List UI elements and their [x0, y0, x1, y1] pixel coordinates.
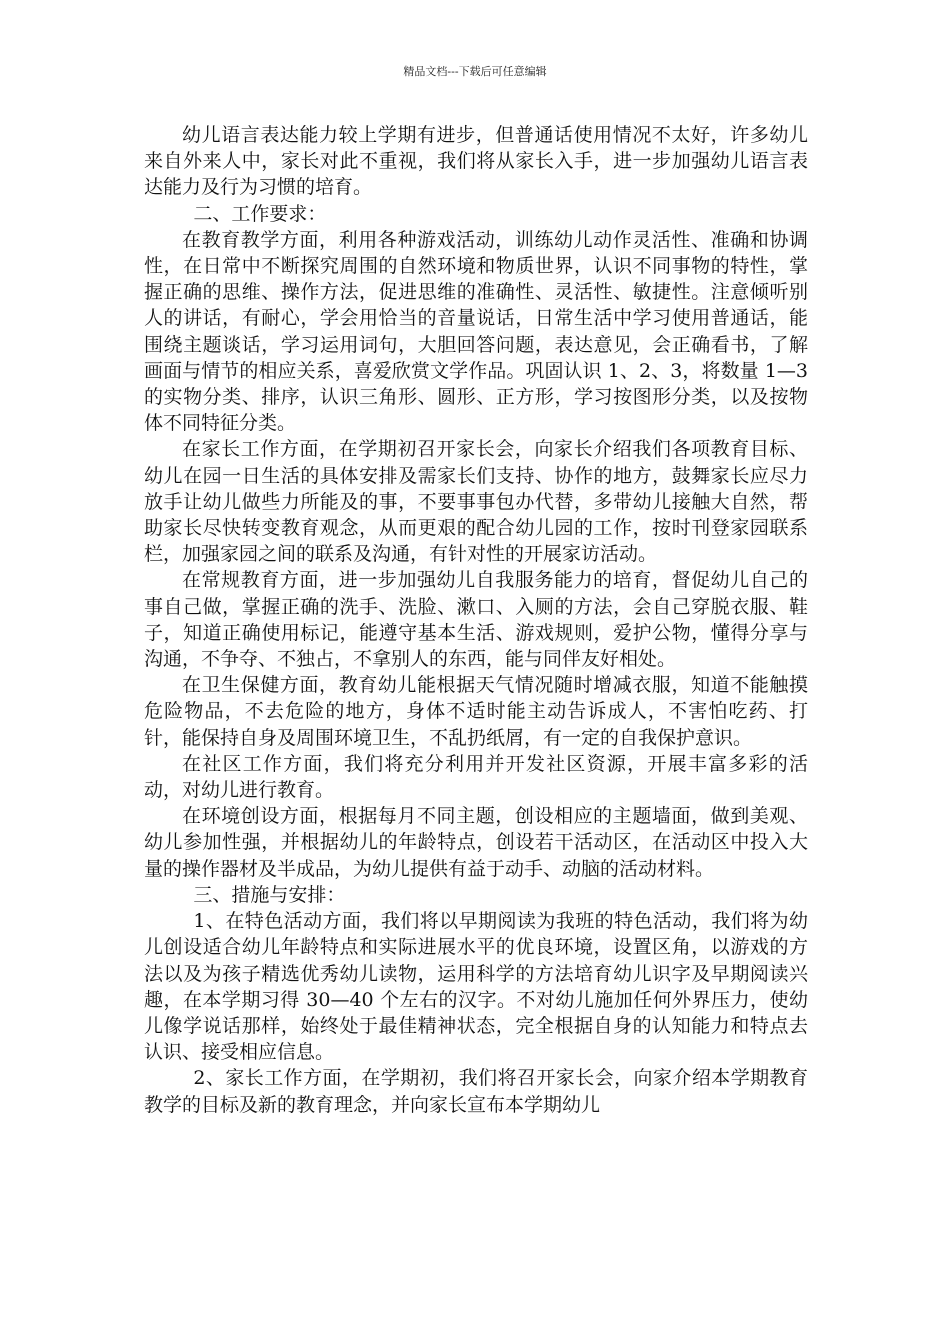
paragraph-special-activities: 1、在特色活动方面，我们将以早期阅读为我班的特色活动，我们将为幼儿创设适合幼儿年龄特点和实际进展水平的优良环境，设置区角，以游戏的方法以及为孩子精选优秀幼儿读物，运用科学的方法培育幼儿识字及早期阅读兴趣，在本学期习得 30—40 个左右的汉字。不对幼儿施加任何外界压力，使幼儿像学说话那样，始终处于最佳精神状态，完全根据自身的认知能力和特点去认识、接受相应信息。	[144, 910, 808, 1064]
paragraph-parent-work: 在家长工作方面，在学期初召开家长会，向家长介绍我们各项教育目标、幼儿在园一日生活的具体安排及需家长们支持、协作的地方，鼓舞家长应尽力放手让幼儿做些力所能及的事，不要事事包办代替，多带幼儿接触大自然，帮助家长尽快转变教育观念，从而更艰的配合幼儿园的工作，按时刊登家园联系栏，加强家园之间的联系及沟通，有针对性的开展家访活动。	[144, 438, 808, 566]
paragraph-environment: 在环境创设方面，根据每月不同主题，创设相应的主题墙面，做到美观、幼儿参加性强，并根据幼儿的年龄特点，创设若干活动区，在活动区中投入大量的操作器材及半成品，为幼儿提供有益于动手、动脑的活动材料。	[144, 805, 808, 880]
paragraph-community-work: 在社区工作方面，我们将充分利用并开发社区资源，开展丰富多彩的活动，对幼儿进行教育。	[144, 752, 808, 802]
paragraph-language-ability: 幼儿语言表达能力较上学期有进步，但普通话使用情况不太好，许多幼儿来自外来人中，家长对此不重视，我们将从家长入手，进一步加强幼儿语言表达能力及行为习惯的培育。	[144, 124, 808, 199]
section-heading-measures: 三、措施与安排：	[193, 883, 346, 906]
paragraph-teaching: 在教育教学方面，利用各种游戏活动，训练幼儿动作灵活性、准确和协调性，在日常中不断探究周围的自然环境和物质世界，认识不同事物的特性，掌握正确的思维、操作方法，促进思维的准确性、灵活性、敏捷性。注意倾听别人的讲话，有耐心，学会用恰当的音量说话，日常生活中学习使用普通话，能围绕主题谈话，学习运用词句，大胆回答问题，表达意见，会正确看书，了解画面与情节的相应关系，喜爱欣赏文学作品。巩固认识 1、2、3，将数量 1—3 的实物分类、排序，认识三角形、圆形、正方形，学习按图形分类，以及按物体不同特征分类。	[144, 228, 808, 435]
document-body	[144, 122, 808, 1118]
section-heading-work-requirements: 二、工作要求：	[193, 202, 327, 225]
paragraph-parent-meeting: 2、家长工作方面，在学期初，我们将召开家长会，向家介绍本学期教育教学的目标及新的教育理念，并向家长宣布本学期幼儿	[144, 1067, 808, 1116]
paragraph-routine-education: 在常规教育方面，进一步加强幼儿自我服务能力的培育，督促幼儿自己的事自己做，掌握正确的洗手、洗脸、漱口、入厕的方法，会自己穿脱衣服、鞋子，知道正确使用标记，能遵守基本生活、游戏规则，爱护公物，懂得分享与沟通，不争夺、不独占，不拿别人的东西，能与同伴友好相处。	[144, 569, 808, 671]
paragraph-health-care: 在卫生保健方面，教育幼儿能根据天气情况随时增减衣服，知道不能触摸危险物品，不去危险的地方，身体不适时能主动告诉成人，不害怕吃药、打针，能保持自身及周围环境卫生，不乱扔纸屑，有一定的自我保护意识。	[144, 674, 808, 749]
page-header: 精品文档---下载后可任意编辑	[403, 65, 547, 78]
